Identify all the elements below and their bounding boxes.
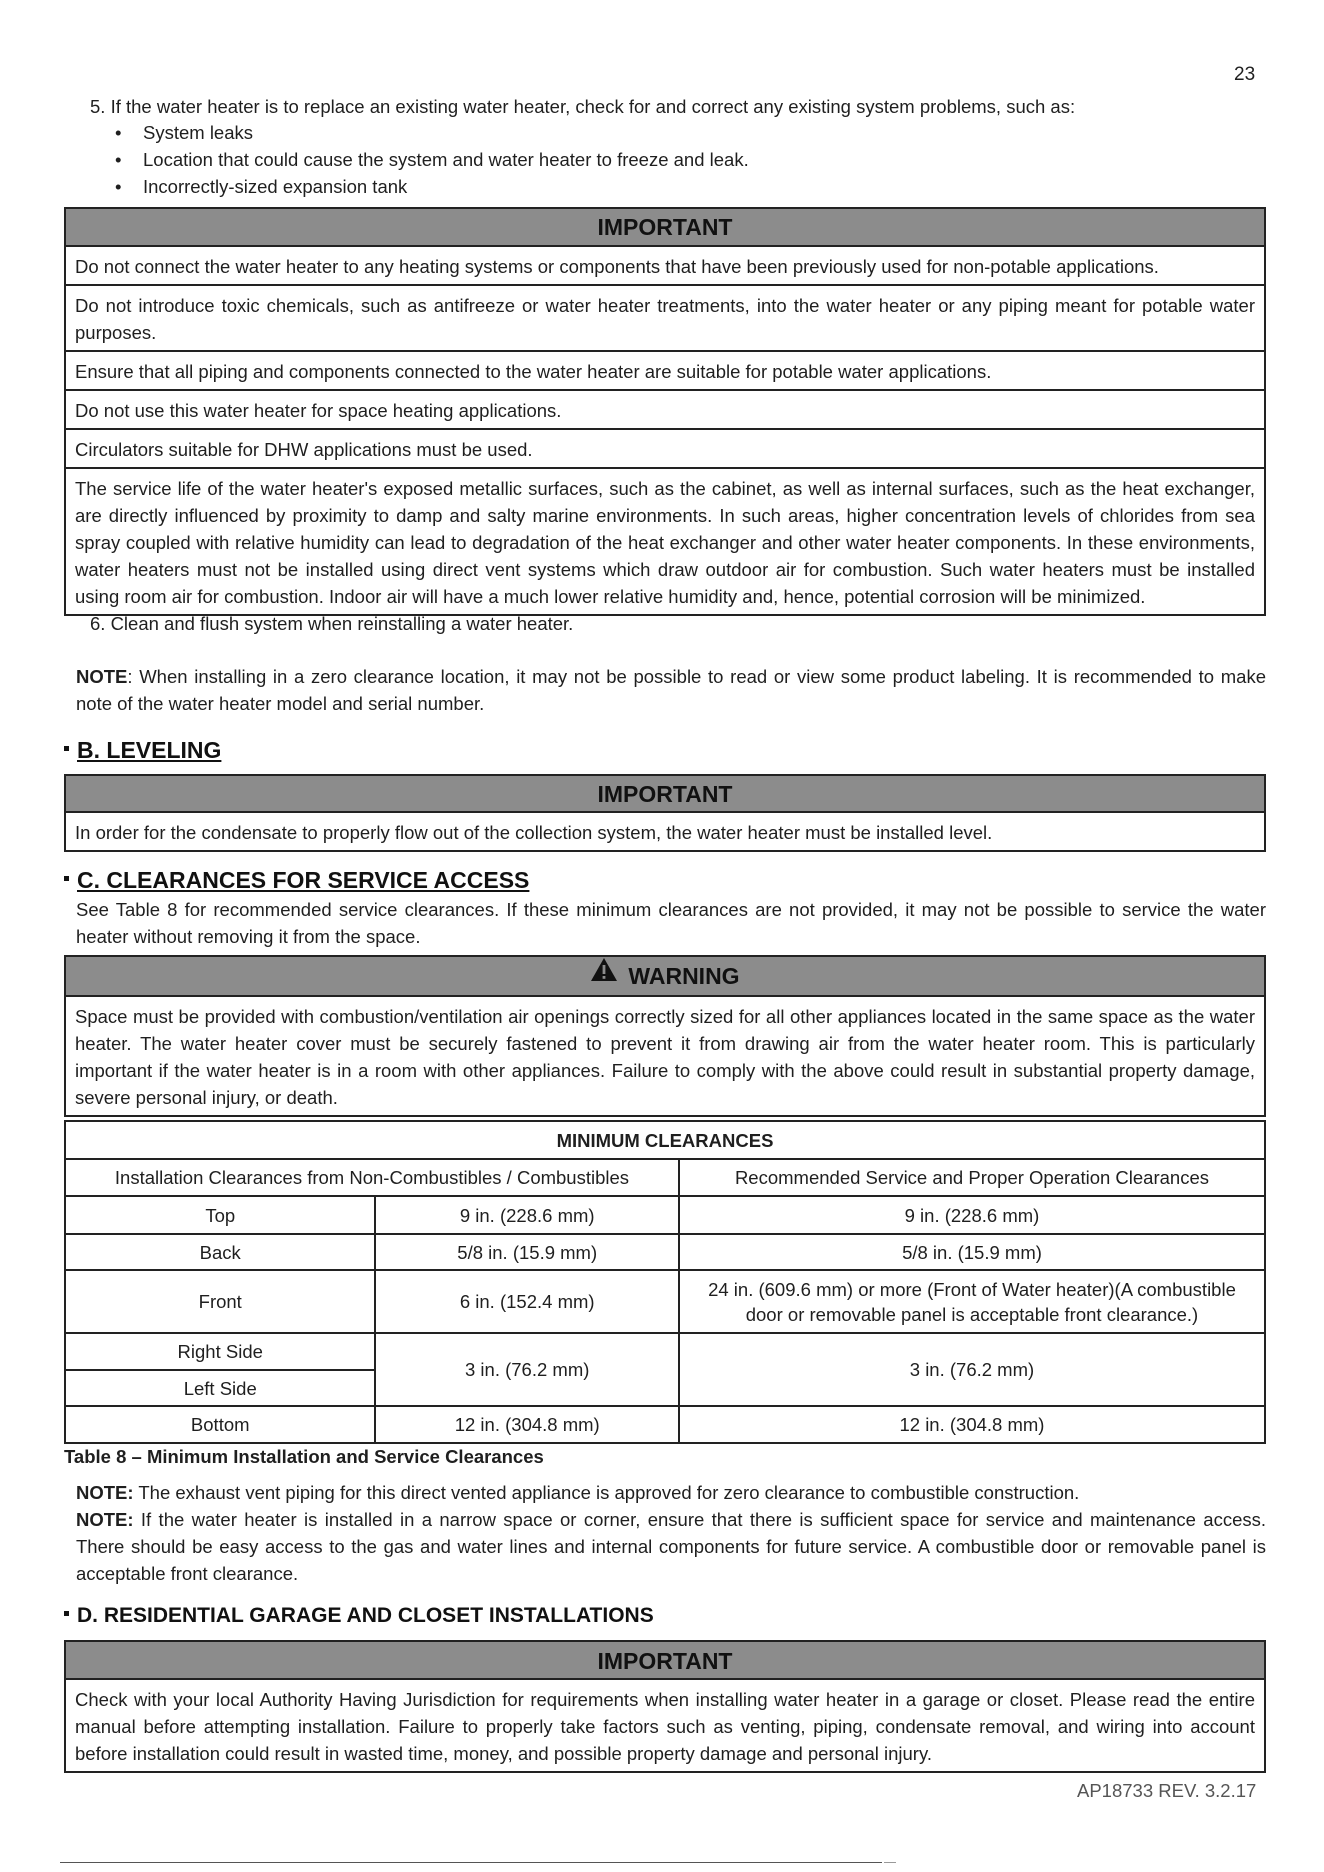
- bullet-item: • Location that could cause the system and water heater to freeze and leak.: [115, 149, 749, 170]
- minimum-clearances-table: [64, 1120, 1266, 1444]
- warning-text: Space must be provided with combustion/ventilation air openings correctly sized for all other appliances located in the same space as the water heater. The water heater cover must be securely fastened to prevent it from drawing air from the water heater room. This is particularly important if the water heater is in a room with other appliances. Failure to comply with the above could result in substantial property damage, severe personal injury, or death.: [75, 1006, 1255, 1108]
- section-c-heading: C. CLEARANCES FOR SERVICE ACCESS: [64, 867, 529, 894]
- warning-box: [64, 955, 1266, 1117]
- row-label: Front: [65, 1270, 375, 1333]
- table-row: [65, 1196, 1265, 1234]
- install-clearance: 6 in. (152.4 mm): [375, 1270, 678, 1333]
- important-row: The service life of the water heater's exposed metallic surfaces, such as the cabinet, as well as internal surfaces, such as the heat exchanger, are directly influenced by proximity to damp and salty marine environments. In such areas, higher concentration levels of chlorides from sea spray coupled with relative humidity can lead to degradation of the heat exchanger and other water heater components. In these environments, water heaters must not be installed using direct vent systems which draw outdoor air for combustion. Such water heaters must be installed using room air for combustion. Indoor air will have a much lower relative humidity and, hence, potential corrosion will be minimized.: [75, 478, 1255, 607]
- important-row: Circulators suitable for DHW applications must be used.: [66, 430, 1264, 469]
- table-title: MINIMUM CLEARANCES: [65, 1121, 1265, 1159]
- note-narrow-space: NOTE: If the water heater is installed in a narrow space or corner, ensure that there is sufficient space for service and maintenance access. There should be easy access to the gas and water lines and internal components for future service. A combustible door or removable panel is acceptable front clearance.: [76, 1509, 1266, 1584]
- section-b-heading: B. LEVELING: [64, 737, 221, 764]
- service-clearance: 5/8 in. (15.9 mm): [679, 1234, 1265, 1270]
- table-header-service: Recommended Service and Proper Operation Clearances: [679, 1159, 1265, 1196]
- warning-triangle-icon: [590, 955, 618, 994]
- page-number: 23: [1234, 64, 1256, 85]
- table-row: [65, 1270, 1265, 1333]
- important-row: Do not use this water heater for space heating applications.: [66, 391, 1264, 430]
- table-row: [65, 1234, 1265, 1270]
- install-clearance: 5/8 in. (15.9 mm): [375, 1234, 678, 1270]
- service-clearance: 9 in. (228.6 mm): [679, 1196, 1265, 1234]
- bullet-item: • System leaks: [115, 122, 254, 143]
- page-bottom-rule: [60, 1862, 882, 1863]
- row-label: Bottom: [65, 1406, 375, 1443]
- table-header-install: Installation Clearances from Non-Combustibles / Combustibles: [65, 1159, 679, 1196]
- install-clearance: 9 in. (228.6 mm): [375, 1196, 678, 1234]
- warning-header: WARNING: [66, 957, 1264, 997]
- important-box: [64, 207, 1266, 616]
- bullet-item: • Incorrectly-sized expansion tank: [115, 176, 408, 197]
- important-row: In order for the condensate to properly flow out of the collection system, the water heater must be installed level.: [75, 822, 993, 843]
- service-clearance: 24 in. (609.6 mm) or more (Front of Water heater)(A combustible door or removable panel is acceptable front clearance.): [679, 1270, 1265, 1333]
- important-row: Ensure that all piping and components connected to the water heater are suitable for potable water applications.: [66, 352, 1264, 391]
- important-row: Do not connect the water heater to any heating systems or components that have been previously used for non-potable applications.: [66, 247, 1264, 286]
- section-c-text: See Table 8 for recommended service clearances. If these minimum clearances are not provided, it may not be possible to service the water heater without removing it from the space.: [76, 899, 1266, 947]
- section-d-heading: D. RESIDENTIAL GARAGE AND CLOSET INSTALLATIONS: [64, 1604, 654, 1628]
- row-label: Top: [65, 1196, 375, 1234]
- table-row: [65, 1333, 1265, 1370]
- document-revision: AP18733 REV. 3.2.17: [1077, 1780, 1257, 1801]
- important-header: IMPORTANT: [66, 776, 1264, 813]
- note-zero-clearance: NOTE: When installing in a zero clearance location, it may not be possible to read or view some product labeling. It is recommended to make note of the water heater model and serial number.: [76, 666, 1266, 714]
- important-row: Check with your local Authority Having Jurisdiction for requirements when installing water heater in a garage or closet. Please read the entire manual before attempting installation. Failure to properly take factors such as venting, piping, condensate removal, and wiring into account before installation could result in wasted time, money, and possible property damage and personal injury.: [75, 1689, 1255, 1764]
- row-label: Left Side: [65, 1370, 375, 1406]
- important-row: Do not introduce toxic chemicals, such as antifreeze or water heater treatments, into the water heater or any piping meant for potable water purposes.: [66, 286, 1264, 352]
- important-box: [64, 774, 1266, 852]
- step-6-text: 6. Clean and flush system when reinstalling a water heater.: [90, 613, 574, 634]
- step-5-text: 5. If the water heater is to replace an existing water heater, check for and correct any existing system problems, such as:: [90, 96, 1076, 117]
- table-row: [65, 1406, 1265, 1443]
- row-label: Right Side: [65, 1333, 375, 1370]
- row-label: Back: [65, 1234, 375, 1270]
- page-bottom-rule: [884, 1862, 896, 1863]
- note-vent-piping: NOTE: The exhaust vent piping for this direct vented appliance is approved for zero clearance to combustible construction.: [76, 1482, 1080, 1503]
- table-caption: Table 8 – Minimum Installation and Service Clearances: [64, 1446, 544, 1467]
- install-clearance: 12 in. (304.8 mm): [375, 1406, 678, 1443]
- service-clearance: 12 in. (304.8 mm): [679, 1406, 1265, 1443]
- install-clearance: 3 in. (76.2 mm): [375, 1333, 678, 1406]
- important-header: IMPORTANT: [66, 209, 1264, 247]
- important-header: IMPORTANT: [66, 1642, 1264, 1680]
- important-box: [64, 1640, 1266, 1773]
- service-clearance: 3 in. (76.2 mm): [679, 1333, 1265, 1406]
